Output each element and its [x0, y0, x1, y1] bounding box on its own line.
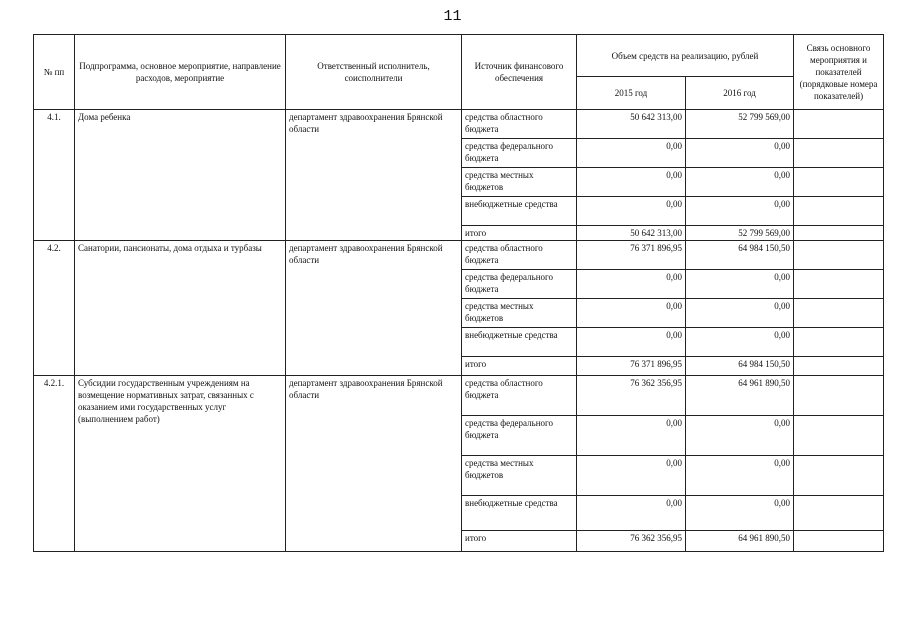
header-num: № пп [34, 35, 75, 110]
amount-2015: 0,00 [577, 270, 686, 299]
funding-source: средства федерального бюджета [462, 139, 577, 168]
row-number: 4.2. [34, 241, 75, 376]
table-row [34, 376, 884, 416]
header-subprogram: Подпрограмма, основное мероприятие, направление расходов, мероприятие [75, 35, 286, 110]
amount-2015: 0,00 [577, 496, 686, 531]
indicator-link [794, 226, 884, 241]
amount-2015: 76 371 896,95 [577, 241, 686, 270]
amount-2016: 64 961 890,50 [686, 531, 794, 552]
funding-source: средства областного бюджета [462, 241, 577, 270]
indicator-link [794, 110, 884, 139]
indicator-link [794, 496, 884, 531]
amount-2016: 0,00 [686, 270, 794, 299]
funding-source: средства местных бюджетов [462, 456, 577, 496]
table-row [34, 110, 884, 139]
amount-2016: 0,00 [686, 299, 794, 328]
amount-2016: 0,00 [686, 496, 794, 531]
funding-source: средства областного бюджета [462, 110, 577, 139]
header-2016: 2016 год [686, 77, 794, 110]
responsible-executor: департамент здравоохранения Брянской области [286, 241, 462, 376]
amount-2015: 76 362 356,95 [577, 531, 686, 552]
table-row [34, 241, 884, 270]
indicator-link [794, 197, 884, 226]
amount-2016: 0,00 [686, 328, 794, 357]
page-number: 11 [443, 8, 462, 25]
indicator-link [794, 241, 884, 270]
amount-2015: 0,00 [577, 197, 686, 226]
funding-source: средства местных бюджетов [462, 299, 577, 328]
amount-2015: 0,00 [577, 416, 686, 456]
activity-name: Санатории, пансионаты, дома отдыха и турбазы [75, 241, 286, 376]
funding-source: средства областного бюджета [462, 376, 577, 416]
amount-2016: 64 961 890,50 [686, 376, 794, 416]
indicator-link [794, 531, 884, 552]
funding-source: внебюджетные средства [462, 197, 577, 226]
amount-2015: 76 362 356,95 [577, 376, 686, 416]
funding-source: итого [462, 531, 577, 552]
indicator-link [794, 456, 884, 496]
header-volume: Объем средств на реализацию, рублей [577, 35, 794, 77]
indicator-link [794, 357, 884, 376]
amount-2016: 0,00 [686, 416, 794, 456]
indicator-link [794, 416, 884, 456]
indicator-link [794, 328, 884, 357]
activity-name: Субсидии государственным учреждениям на возмещение нормативных затрат, связанных с оказанием ими государственных услуг (выполнением работ) [75, 376, 286, 552]
indicator-link [794, 376, 884, 416]
responsible-executor: департамент здравоохранения Брянской области [286, 110, 462, 241]
funding-source: итого [462, 226, 577, 241]
header-2015: 2015 год [577, 77, 686, 110]
header-link: Связь основного мероприятия и показателей (порядковые номера показателей) [794, 35, 884, 110]
header-executor: Ответственный исполнитель, соисполнители [286, 35, 462, 110]
header-source: Источник финансового обеспечения [462, 35, 577, 110]
amount-2015: 0,00 [577, 299, 686, 328]
amount-2016: 64 984 150,50 [686, 357, 794, 376]
amount-2016: 0,00 [686, 139, 794, 168]
amount-2015: 0,00 [577, 139, 686, 168]
amount-2016: 0,00 [686, 168, 794, 197]
amount-2015: 76 371 896,95 [577, 357, 686, 376]
indicator-link [794, 270, 884, 299]
indicator-link [794, 299, 884, 328]
amount-2016: 0,00 [686, 456, 794, 496]
financing-table [33, 34, 884, 552]
amount-2016: 52 799 569,00 [686, 226, 794, 241]
funding-source: внебюджетные средства [462, 496, 577, 531]
funding-source: средства федерального бюджета [462, 270, 577, 299]
funding-source: средства федерального бюджета [462, 416, 577, 456]
amount-2016: 0,00 [686, 197, 794, 226]
amount-2015: 50 642 313,00 [577, 226, 686, 241]
funding-source: внебюджетные средства [462, 328, 577, 357]
amount-2015: 0,00 [577, 168, 686, 197]
activity-name: Дома ребенка [75, 110, 286, 241]
funding-source: средства местных бюджетов [462, 168, 577, 197]
funding-source: итого [462, 357, 577, 376]
row-number: 4.1. [34, 110, 75, 241]
amount-2016: 64 984 150,50 [686, 241, 794, 270]
amount-2016: 52 799 569,00 [686, 110, 794, 139]
responsible-executor: департамент здравоохранения Брянской области [286, 376, 462, 552]
row-number: 4.2.1. [34, 376, 75, 552]
amount-2015: 0,00 [577, 456, 686, 496]
indicator-link [794, 168, 884, 197]
amount-2015: 50 642 313,00 [577, 110, 686, 139]
amount-2015: 0,00 [577, 328, 686, 357]
indicator-link [794, 139, 884, 168]
